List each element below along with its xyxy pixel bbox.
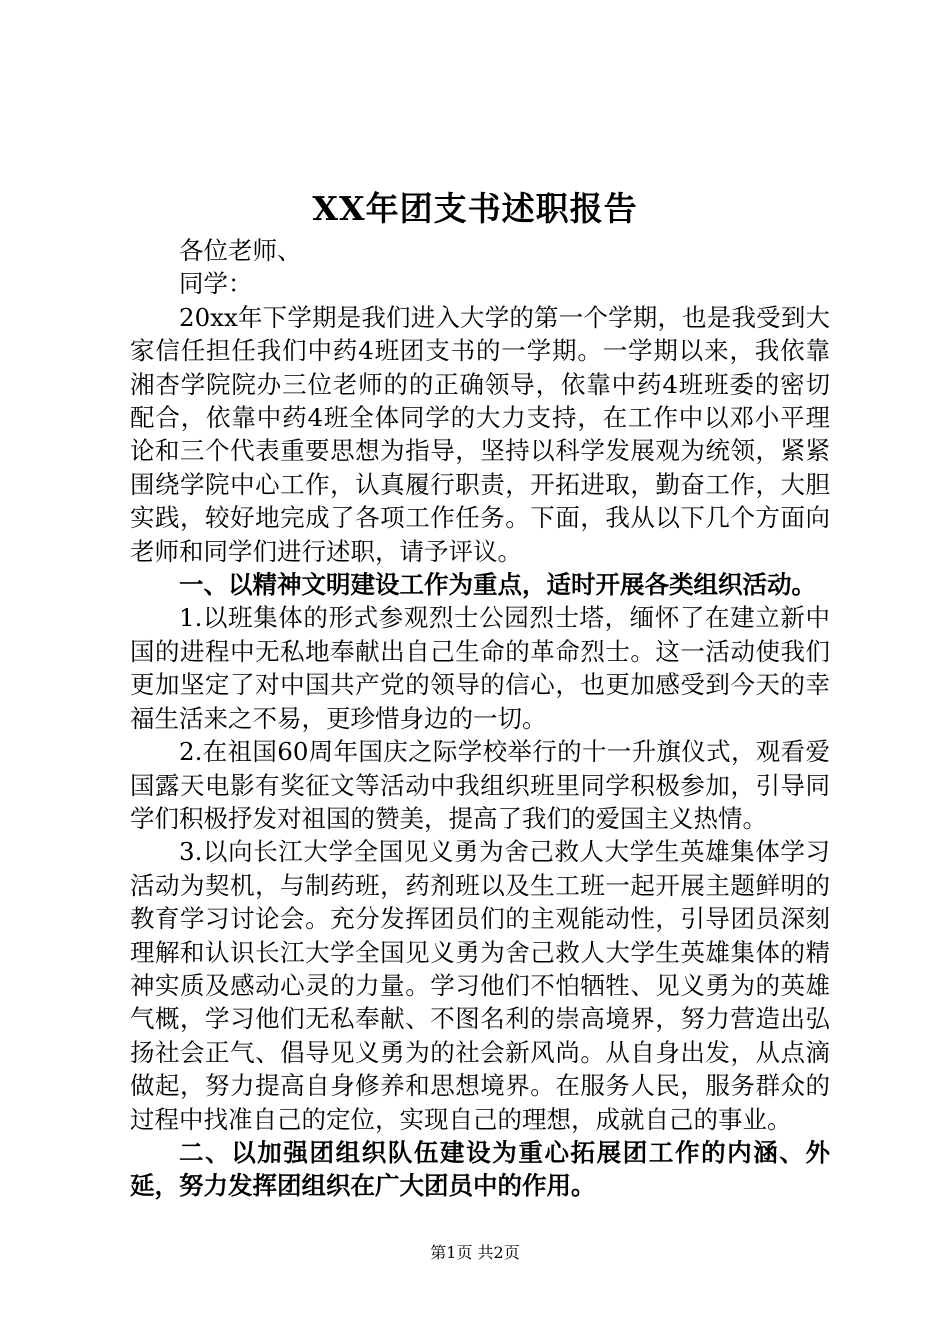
body-paragraph: 2.在祖国60周年国庆之际学校举行的十一升旗仪式，观看爱国露天电影有奖征文等活动中我组织班里同学积极参加，引导同学们积极抒发对祖国的赞美，提高了我们的爱国主义热情。	[130, 737, 830, 833]
body-paragraph: 1.以班集体的形式参观烈士公园烈士塔，缅怀了在建立新中国的进程中无私地奉献出自己生命的革命烈士。这一活动使我们更加坚定了对中国共产党的领导的信心，也更加感受到今天的幸福生活来之不易，更珍惜身边的一切。	[130, 603, 830, 733]
document-body	[130, 234, 830, 1203]
body-paragraph: 3.以向长江大学全国见义勇为舍己救人大学生英雄集体学习活动为契机，与制药班，药剂班以及生工班一起开展主题鲜明的教育学习讨论会。充分发挥团员们的主观能动性，引导团员深刻理解和认识长江大学全国见义勇为舍己救人大学生英雄集体的精神实质及感动心灵的力量。学习他们不怕牺牲、见义勇为的英雄气概，学习他们无私奉献、不图名利的崇高境界，努力营造出弘扬社会正气、倡导见义勇为的社会新风尚。从自身出发，从点滴做起，努力提高自身修养和思想境界。在服务人民，服务群众的过程中找准自己的定位，实现自己的理想，成就自己的事业。	[130, 837, 830, 1134]
document-title: XX年团支书述职报告	[312, 189, 638, 228]
intro-paragraph: 20xx年下学期是我们进入大学的第一个学期，也是我受到大家信任担任我们中药4班团支书的一学期。一学期以来，我依靠湘杏学院院办三位老师的的正确领导，依靠中药4班班委的密切配合，依靠中药4班全体同学的大力支持，在工作中以邓小平理论和三个代表重要思想为指导，坚持以科学发展观为统领，紧紧围绕学院中心工作，认真履行职责，开拓进取，勤奋工作，大胆实践，较好地完成了各项工作任务。下面，我从以下几个方面向老师和同学们进行述职，请予评议。	[130, 302, 830, 566]
section-heading: 一、以精神文明建设工作为重点，适时开展各类组织活动。	[179, 570, 816, 600]
salutation-line: 同学：	[179, 269, 253, 299]
section-heading: 二、以加强团组织队伍建设为重心拓展团工作的内涵、外延，努力发挥团组织在广大团员中的作用。	[130, 1137, 830, 1201]
page-number: 第1页 共2页	[430, 1243, 520, 1262]
salutation-line: 各位老师、	[179, 236, 302, 265]
